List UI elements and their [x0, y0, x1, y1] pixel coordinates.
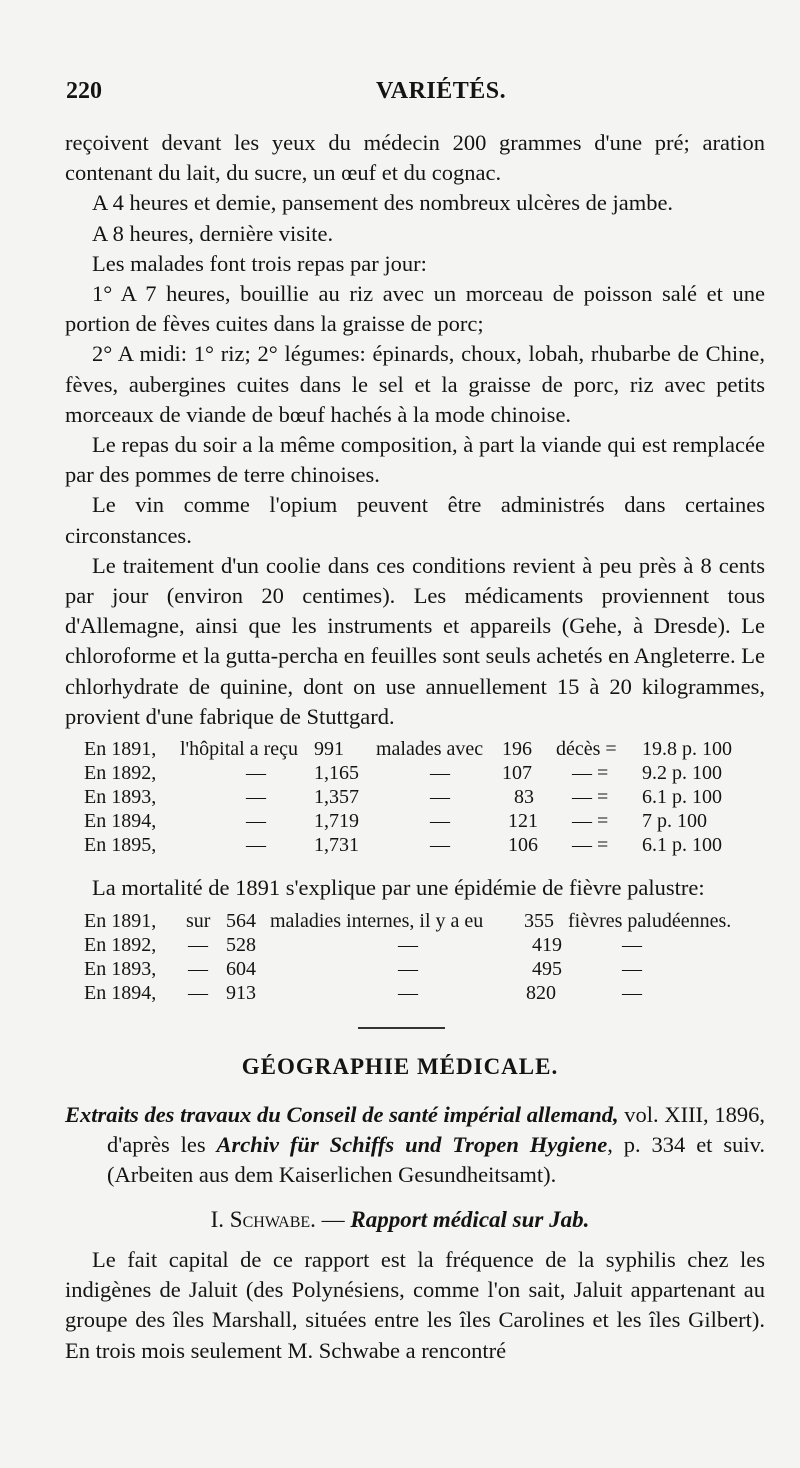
eq-cell: — =: [572, 786, 609, 808]
patients-cell: 1,165: [314, 762, 359, 784]
body-text: [65, 128, 765, 732]
admissions-table: [84, 738, 774, 858]
year-cell: En 1892,: [84, 762, 157, 784]
table-row: [84, 934, 774, 958]
eq-cell: — =: [572, 762, 609, 784]
reference-text: vol. XIII, 1896, d'après les: [107, 1102, 765, 1158]
post-cell: —: [622, 958, 642, 980]
section-divider: [358, 1027, 445, 1029]
page-header: [66, 78, 766, 118]
rate-cell: 19.8 p. 100: [642, 738, 732, 760]
patients-cell: 991: [314, 738, 344, 760]
label-cell: —: [246, 762, 266, 784]
post-cell: —: [622, 934, 642, 956]
paragraph: A 4 heures et demie, pansement des nombreux ulcères de jambe.: [92, 190, 674, 216]
deaths-cell: 106: [508, 834, 538, 856]
year-cell: En 1892,: [84, 934, 157, 956]
subsection-dash: —: [321, 1207, 345, 1232]
internal-cell: 604: [226, 958, 256, 980]
reference-text: , p. 334 et suiv. (Arbeiten aus dem Kaiserlichen Gesundheitsamt).: [107, 1132, 765, 1188]
rate-cell: 6.1 p. 100: [642, 834, 722, 856]
eq-cell: — =: [572, 810, 609, 832]
table-row: [84, 958, 774, 982]
reference-line: [65, 1100, 765, 1191]
table-row: [84, 786, 774, 810]
internal-cell: 564: [226, 910, 256, 932]
internal-cell: 528: [226, 934, 256, 956]
paragraph: 1° A 7 heures, bouillie au riz avec un morceau de poisson salé et une portion de fèves cuites dans la graisse de porc;: [65, 281, 765, 337]
patients-cell: 1,357: [314, 786, 359, 808]
rate-cell: 7 p. 100: [642, 810, 707, 832]
paragraph: Le vin comme l'opium peuvent être administrés dans certaines circonstances.: [65, 492, 765, 548]
mid-cell: —: [430, 810, 450, 832]
subsection-numeral: I.: [210, 1207, 225, 1232]
table-row: [84, 738, 774, 762]
pre-cell: —: [188, 982, 208, 1004]
pre-cell: sur: [186, 910, 211, 932]
mid-cell: —: [398, 982, 418, 1004]
post-cell: —: [622, 982, 642, 1004]
label-cell: —: [246, 810, 266, 832]
post-cell: fièvres paludéennes.: [568, 910, 732, 932]
mid-cell: —: [430, 762, 450, 784]
mid-cell: —: [398, 934, 418, 956]
table-row: [84, 834, 774, 858]
patients-cell: 1,719: [314, 810, 359, 832]
mid-cell: malades avec: [376, 738, 484, 760]
year-cell: En 1893,: [84, 958, 157, 980]
paragraph: Le repas du soir a la même composition, à part la viande qui est remplacée par des pommes de terre chinoises.: [65, 432, 765, 488]
paragraph: A 8 heures, dernière visite.: [92, 220, 334, 246]
page-number: 220: [66, 78, 102, 104]
subsection-heading: [0, 1207, 800, 1233]
year-cell: En 1891,: [84, 738, 157, 760]
deaths-cell: 83: [514, 786, 534, 808]
rate-cell: 9.2 p. 100: [642, 762, 722, 784]
label-cell: —: [246, 786, 266, 808]
subsection-author: Schwabe.: [229, 1207, 316, 1232]
section-title: GÉOGRAPHIE MÉDICALE.: [241, 1054, 559, 1079]
year-cell: En 1893,: [84, 786, 157, 808]
table-row: [84, 810, 774, 834]
paragraph: La mortalité de 1891 s'explique par une épidémie de fièvre palustre:: [92, 875, 705, 900]
fevers-table: [84, 910, 774, 1006]
table-row: [84, 982, 774, 1006]
paragraph: Les malades font trois repas par jour:: [92, 250, 427, 276]
paragraph: Le fait capital de ce rapport est la fréquence de la syphilis chez les indigènes de Jaluit (des Polynésiens, comme l'on sait, Jaluit appartenant au groupe des îles Marshall, situées entre les îles Carolines et les îles Gilbert). En trois mois seulement M. Schwabe a rencontré: [65, 1247, 765, 1363]
year-cell: En 1895,: [84, 834, 157, 856]
table-row: [84, 910, 774, 934]
year-cell: En 1894,: [84, 810, 157, 832]
paragraph: 2° A midi: 1° riz; 2° légumes: épinards, choux, lobah, rhubarbe de Chine, fèves, aubergines cuites dans le sel et la graisse de porc, riz avec petits morceaux de viande de bœuf hachés à la mode chinoise.: [65, 341, 765, 427]
rate-cell: 6.1 p. 100: [642, 786, 722, 808]
deaths-cell: 107: [502, 762, 532, 784]
running-title: VARIÉTÉS.: [376, 78, 507, 104]
deaths-cell: 196: [502, 738, 532, 760]
fevers-cell: 355: [524, 910, 554, 932]
label-cell: —: [246, 834, 266, 856]
reference: [65, 1100, 765, 1191]
paragraph: reçoivent devant les yeux du médecin 200 grammes d'une pré; aration contenant du lait, du sucre, un œuf et du cognac.: [65, 130, 765, 186]
mid-cell: maladies internes, il y a eu: [270, 910, 484, 932]
final-paragraph: [65, 1245, 765, 1366]
mid-cell: —: [430, 834, 450, 856]
reference-journal: Archiv für Schiffs und Tropen Hygiene: [216, 1132, 608, 1158]
eq-cell: — =: [572, 834, 609, 856]
fevers-cell: 495: [532, 958, 562, 980]
mid-cell: —: [398, 958, 418, 980]
patients-cell: 1,731: [314, 834, 359, 856]
pre-cell: —: [188, 958, 208, 980]
subsection-title: Rapport médical sur Jab.: [350, 1207, 590, 1232]
paragraph: Le traitement d'un coolie dans ces conditions revient à peu près à 8 cents par jour (environ 20 centimes). Les médicaments proviennent tous d'Allemagne, ainsi que les instruments et appareils (Gehe, à Dresde). Le chloroforme et la gutta-percha en feuilles sont seuls achetés en Angleterre. Le chlorhydrate de quinine, dont on use annuellement 15 à 20 kilogrammes, provient d'une fabrique de Stuttgard.: [65, 552, 765, 729]
label-cell: l'hôpital a reçu: [180, 738, 298, 760]
fevers-cell: 419: [532, 934, 562, 956]
pre-cell: —: [188, 934, 208, 956]
year-cell: En 1891,: [84, 910, 157, 932]
mortality-sentence: [65, 873, 765, 903]
reference-title: Extraits des travaux du Conseil de santé impérial allemand,: [65, 1102, 619, 1127]
fevers-cell: 820: [526, 982, 556, 1004]
table-row: [84, 762, 774, 786]
mid-cell: —: [430, 786, 450, 808]
internal-cell: 913: [226, 982, 256, 1004]
eq-cell: décès =: [556, 738, 617, 760]
year-cell: En 1894,: [84, 982, 157, 1004]
deaths-cell: 121: [508, 810, 538, 832]
